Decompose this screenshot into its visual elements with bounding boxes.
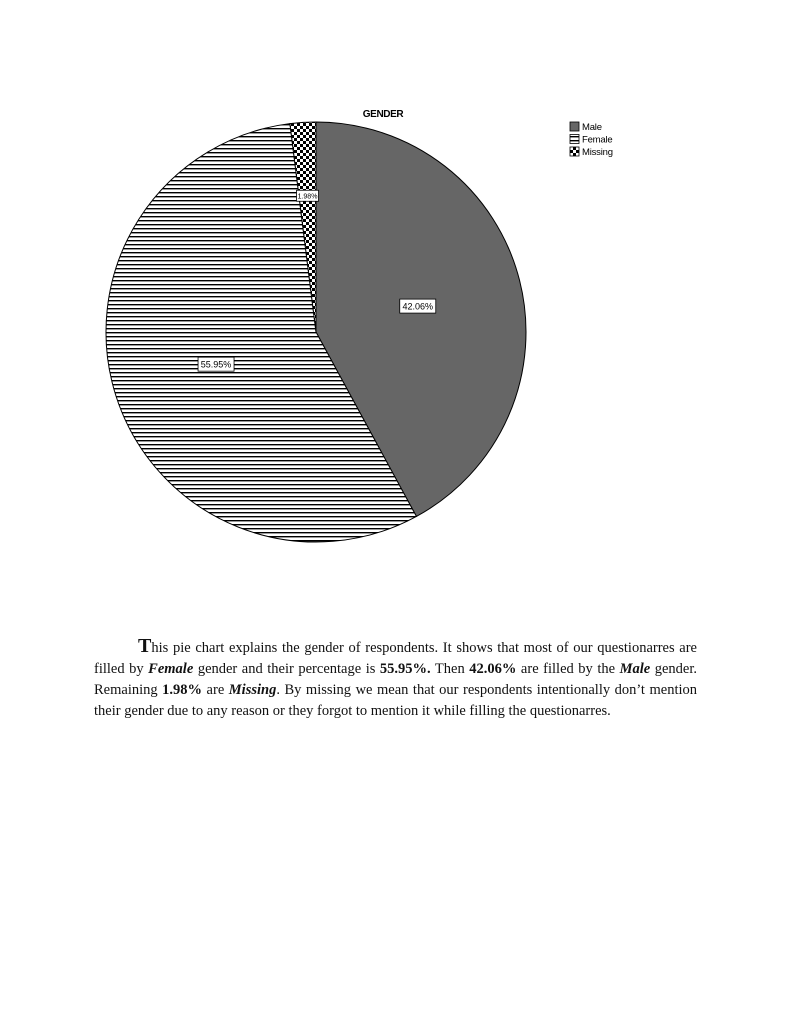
description-text: are filled by the xyxy=(516,661,620,677)
male-emphasis: Male xyxy=(619,661,651,677)
missing-percentage: 1.98% xyxy=(162,682,203,698)
female-percentage: 55.95%. xyxy=(379,661,431,677)
legend-swatch-missing xyxy=(570,147,579,156)
female-emphasis: Female xyxy=(148,661,194,677)
description-text: . By missing we mean that our respondents intentionally don’t mention their gender due to any reason or they forgot to mention it while filling the questionarres. xyxy=(94,682,697,719)
legend-swatch-female xyxy=(570,135,579,144)
legend-label-missing: Missing xyxy=(582,147,613,158)
description-text: gender. Remaining xyxy=(94,661,697,698)
pie-slices xyxy=(106,122,526,542)
legend-label-female: Female xyxy=(582,134,613,146)
data-label-female: 55.95% xyxy=(200,359,232,370)
description-text: gender and their percentage is xyxy=(193,661,380,677)
missing-emphasis: Missing xyxy=(228,682,277,698)
description-text: are xyxy=(202,682,229,698)
chart-title: GENDER xyxy=(362,109,404,120)
description-text: Then xyxy=(430,661,470,677)
legend-label-male: Male xyxy=(582,122,602,133)
chart-legend xyxy=(570,122,613,158)
legend-swatch-male xyxy=(570,122,579,131)
data-label-missing: 1.98% xyxy=(297,193,318,201)
male-percentage: 42.06% xyxy=(469,661,517,677)
description-text: his pie chart explains the gender of respondents. It shows that most of our questionarres are filled by xyxy=(94,640,697,677)
data-label-male: 42.06% xyxy=(402,301,434,312)
chart-description xyxy=(94,636,697,722)
dropcap-letter: T xyxy=(138,635,152,657)
